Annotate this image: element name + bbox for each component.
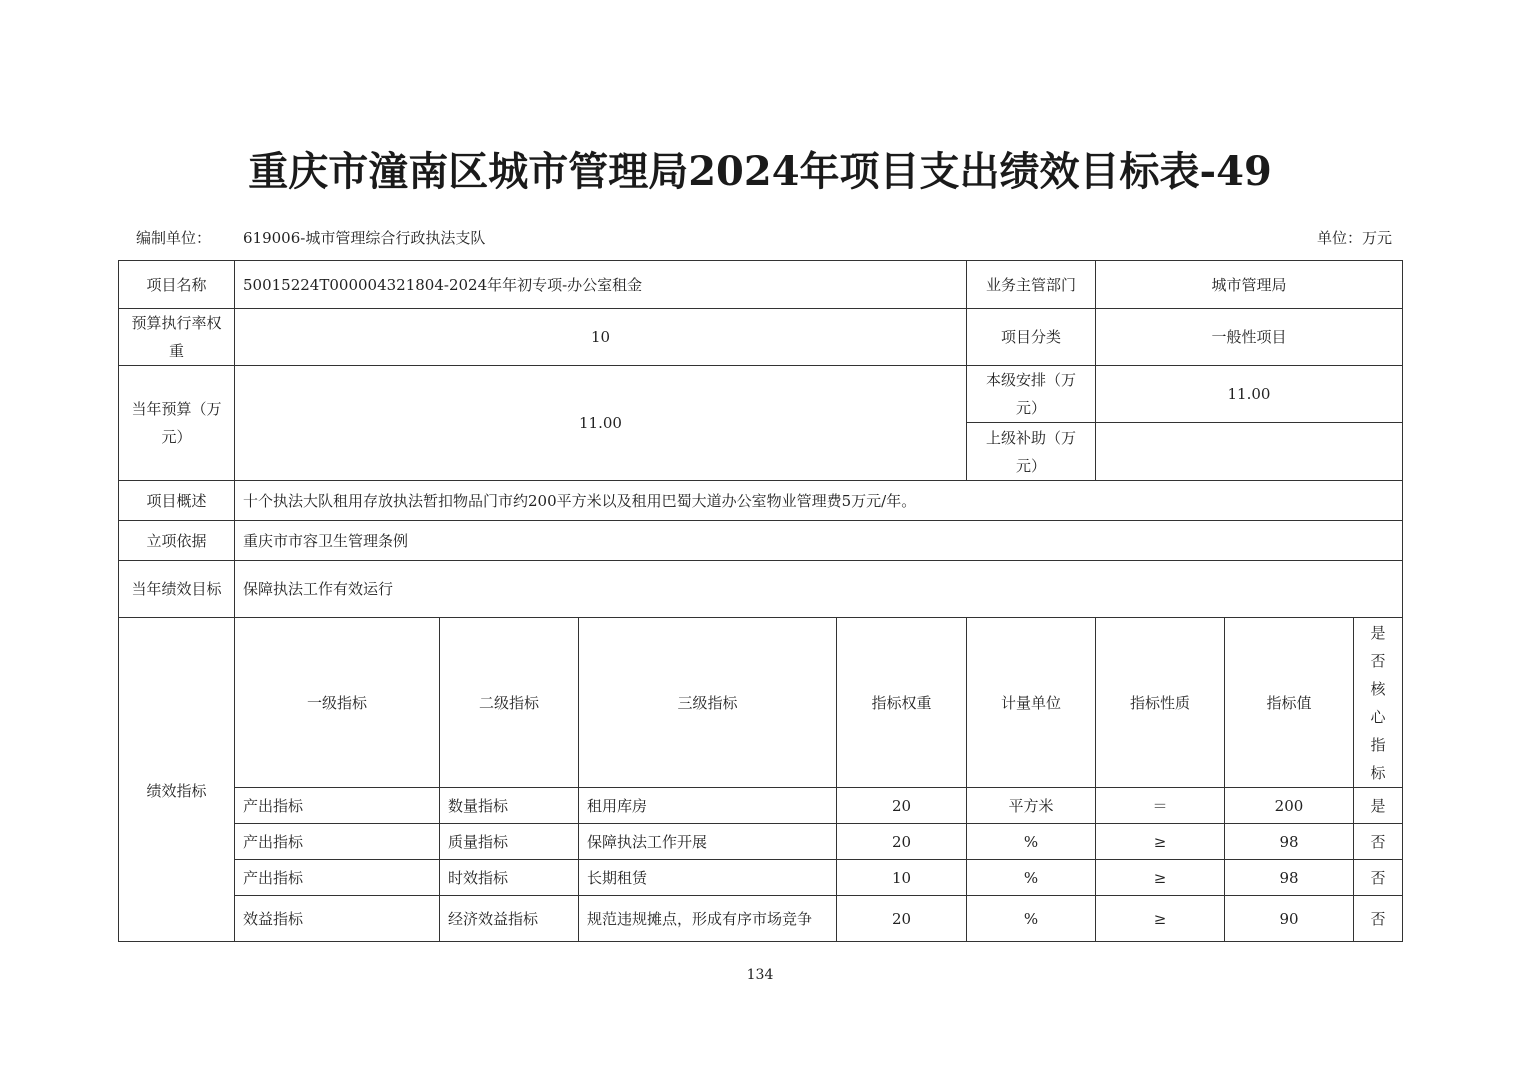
row3-value: 98 xyxy=(1225,860,1354,896)
header-level3: 三级指标 xyxy=(579,618,837,788)
budget-label: 当年预算（万元） xyxy=(119,366,235,481)
overview-value: 十个执法大队租用存放执法暂扣物品门市约200平方米以及租用巴蜀大道办公室物业管理费5万元/年。 xyxy=(235,481,1403,521)
header-level2: 二级指标 xyxy=(440,618,579,788)
currency-unit: 单位：万元 xyxy=(1316,229,1392,247)
overview-label: 项目概述 xyxy=(119,481,235,521)
row3-unit: % xyxy=(967,860,1096,896)
row2-level2: 质量指标 xyxy=(440,824,579,860)
row2-nature: ≥ xyxy=(1096,824,1225,860)
category-value: 一般性项目 xyxy=(1096,309,1403,366)
goal-label: 当年绩效目标 xyxy=(119,561,235,618)
row1-level2: 数量指标 xyxy=(440,788,579,824)
row4-weight: 20 xyxy=(837,896,967,942)
table-row xyxy=(119,860,1403,896)
row3-core: 否 xyxy=(1354,860,1403,896)
table-row xyxy=(119,309,1403,366)
row1-value: 200 xyxy=(1225,788,1354,824)
row2-level1: 产出指标 xyxy=(235,824,440,860)
row4-value: 90 xyxy=(1225,896,1354,942)
indicator-header-row xyxy=(119,618,1403,788)
project-name-label: 项目名称 xyxy=(119,261,235,309)
row1-core: 是 xyxy=(1354,788,1403,824)
row4-unit: % xyxy=(967,896,1096,942)
goal-value: 保障执法工作有效运行 xyxy=(235,561,1403,618)
row1-unit: 平方米 xyxy=(967,788,1096,824)
row4-level2: 经济效益指标 xyxy=(440,896,579,942)
row3-level3: 长期租赁 xyxy=(579,860,837,896)
row2-core: 否 xyxy=(1354,824,1403,860)
page-number: 134 xyxy=(746,967,774,983)
table-row xyxy=(119,561,1403,618)
row3-weight: 10 xyxy=(837,860,967,896)
dept-label: 业务主管部门 xyxy=(967,261,1096,309)
row2-value: 98 xyxy=(1225,824,1354,860)
compiling-unit-label: 编制单位： xyxy=(136,229,212,247)
table-row xyxy=(119,896,1403,942)
table-row xyxy=(119,824,1403,860)
level-label: 本级安排（万元） xyxy=(967,366,1096,423)
row1-level3: 租用库房 xyxy=(579,788,837,824)
table-row xyxy=(119,366,1403,423)
exec-rate-label: 预算执行率权重 xyxy=(119,309,235,366)
basis-label: 立项依据 xyxy=(119,521,235,561)
level-value: 11.00 xyxy=(1096,366,1403,423)
table-row xyxy=(119,261,1403,309)
header-value: 指标值 xyxy=(1225,618,1354,788)
page-title: 重庆市潼南区城市管理局2024年项目支出绩效目标表-49 xyxy=(248,148,1272,195)
dept-value: 城市管理局 xyxy=(1096,261,1403,309)
table-row xyxy=(119,521,1403,561)
row3-level2: 时效指标 xyxy=(440,860,579,896)
header-core: 是否核心指标 xyxy=(1354,618,1403,788)
row3-level1: 产出指标 xyxy=(235,860,440,896)
row2-weight: 20 xyxy=(837,824,967,860)
row4-nature: ≥ xyxy=(1096,896,1225,942)
header-weight: 指标权重 xyxy=(837,618,967,788)
row4-level3: 规范违规摊点，形成有序市场竞争 xyxy=(579,896,837,942)
row1-level1: 产出指标 xyxy=(235,788,440,824)
row1-weight: 20 xyxy=(837,788,967,824)
exec-rate-value: 10 xyxy=(235,309,967,366)
compiling-unit-value: 619006-城市管理综合行政执法支队 xyxy=(243,229,486,247)
table-row xyxy=(119,788,1403,824)
row4-level1: 效益指标 xyxy=(235,896,440,942)
header-nature: 指标性质 xyxy=(1096,618,1225,788)
row2-unit: % xyxy=(967,824,1096,860)
header-unit: 计量单位 xyxy=(967,618,1096,788)
header-level1: 一级指标 xyxy=(235,618,440,788)
row3-nature: ≥ xyxy=(1096,860,1225,896)
row4-core: 否 xyxy=(1354,896,1403,942)
row2-level3: 保障执法工作开展 xyxy=(579,824,837,860)
budget-value: 11.00 xyxy=(235,366,967,481)
perf-indicator-label: 绩效指标 xyxy=(119,618,235,942)
superior-value xyxy=(1096,423,1403,481)
project-name-value: 50015224T000004321804-2024年年初专项-办公室租金 xyxy=(235,261,967,309)
row1-nature: ＝ xyxy=(1096,788,1225,824)
performance-target-table xyxy=(118,260,1403,942)
superior-label: 上级补助（万元） xyxy=(967,423,1096,481)
basis-value: 重庆市市容卫生管理条例 xyxy=(235,521,1403,561)
table-row xyxy=(119,481,1403,521)
category-label: 项目分类 xyxy=(967,309,1096,366)
